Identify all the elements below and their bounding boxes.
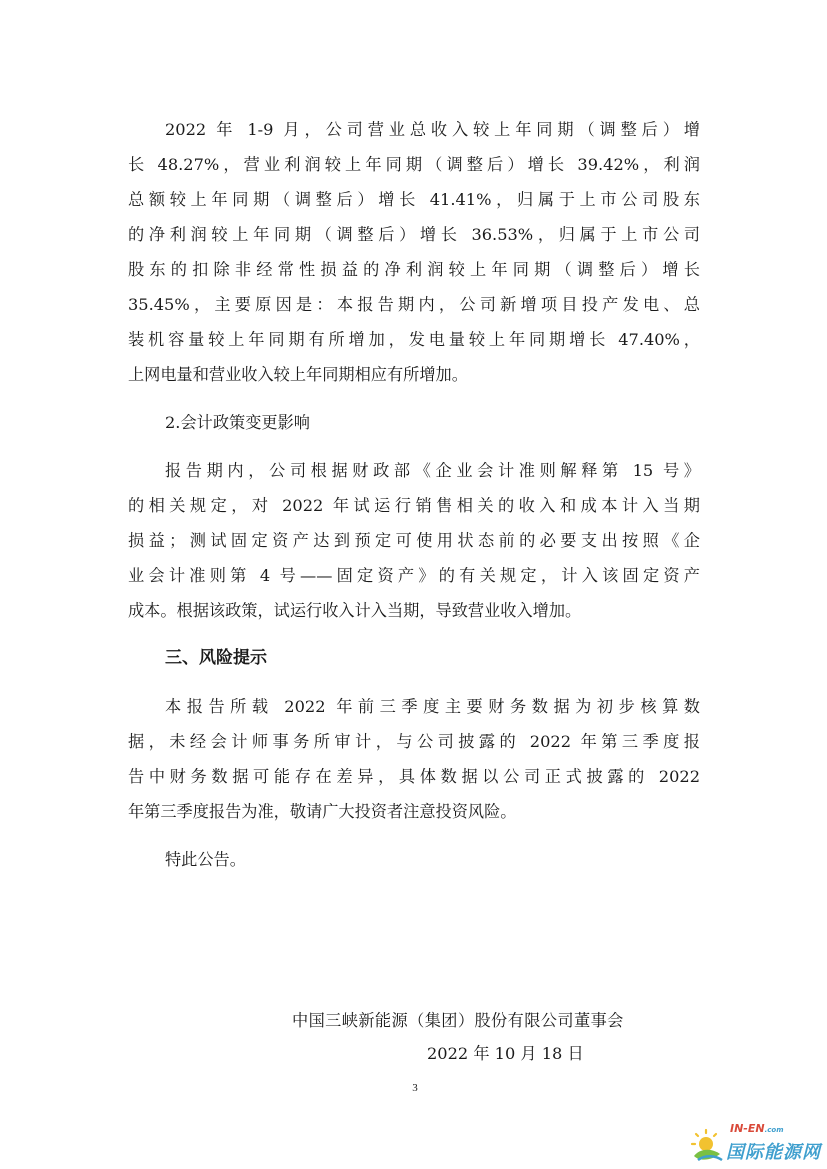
text-line: 的相关规定，对 2022 年试运行销售相关的收入和成本计入当期 <box>128 496 700 515</box>
text-line: 装机容量较上年同期有所增加，发电量较上年同期增长 47.40%， <box>128 330 700 349</box>
text-line: 总额较上年同期（调整后）增长 41.41%，归属于上市公司股东 <box>128 190 700 209</box>
section-subheading: 2.会计政策变更影响 <box>165 413 310 432</box>
text-line: 2022 年 1-9 月，公司营业总收入较上年同期（调整后）增 <box>165 120 700 139</box>
paragraph-risk-notice <box>128 689 700 829</box>
text-line: 35.45%，主要原因是：本报告期内，公司新增项目投产发电、总 <box>128 295 700 314</box>
text-line: 成本。根据该政策，试运行收入计入当期，导致营业收入增加。 <box>128 601 582 620</box>
closing-statement: 特此公告。 <box>165 850 246 869</box>
paragraph-accounting-policy <box>128 453 700 628</box>
text-line: 年第三季度报告为准，敬请广大投资者注意投资风险。 <box>128 802 517 821</box>
page-number: 3 <box>412 1082 418 1094</box>
text-line: 股东的扣除非经常性损益的净利润较上年同期（调整后）增长 <box>128 260 700 279</box>
text-line: 的净利润较上年同期（调整后）增长 36.53%，归属于上市公司 <box>128 225 700 244</box>
watermark-url: IN-EN.com <box>730 1122 784 1135</box>
signature-company: 中国三峡新能源（集团）股份有限公司董事会 <box>292 1011 624 1030</box>
text-line: 业会计准则第 4 号——固定资产》的有关规定，计入该固定资产 <box>128 566 700 585</box>
text-line: 本报告所载 2022 年前三季度主要财务数据为初步核算数 <box>165 697 700 716</box>
text-line: 长 48.27%，营业利润较上年同期（调整后）增长 39.42%，利润 <box>128 155 700 174</box>
text-line: 报告期内，公司根据财政部《企业会计准则解释第 15 号》 <box>165 461 700 480</box>
text-line: 告中财务数据可能存在差异，具体数据以公司正式披露的 2022 <box>128 767 700 786</box>
paragraph-revenue-growth <box>128 112 700 392</box>
document-body <box>128 112 700 877</box>
watermark-site-name: 国际能源网 <box>726 1142 821 1163</box>
signature-date: 2022 年 10 月 18 日 <box>427 1044 584 1063</box>
text-line: 据，未经会计师事务所审计，与公司披露的 2022 年第三季度报 <box>128 732 700 751</box>
text-line: 上网电量和营业收入较上年同期相应有所增加。 <box>128 365 468 384</box>
section-heading-risk: 三、风险提示 <box>165 648 267 668</box>
sun-leaf-logo-icon <box>686 1120 726 1164</box>
text-line: 损益；测试固定资产达到预定可使用状态前的必要支出按照《企 <box>128 531 700 550</box>
watermark-logo <box>686 1120 822 1166</box>
